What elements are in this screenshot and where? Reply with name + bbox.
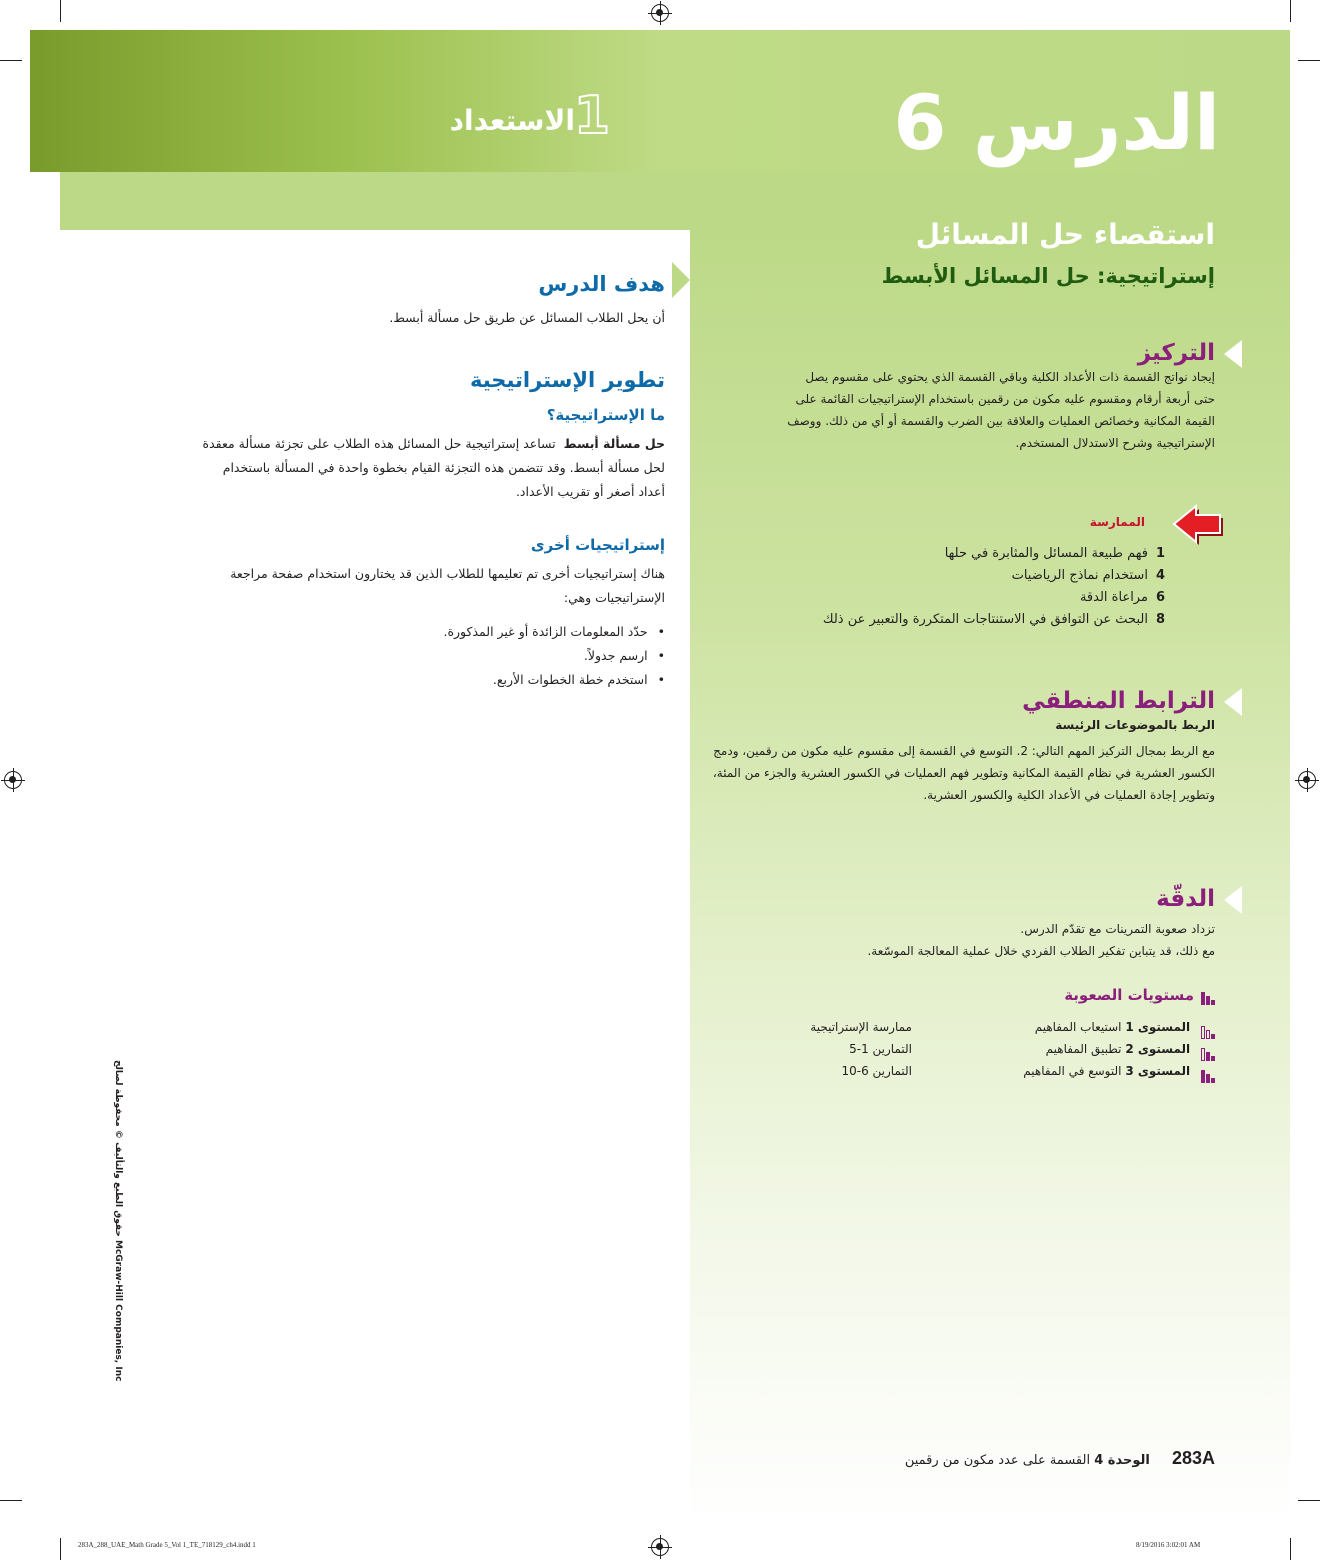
triangle-marker-icon	[1224, 688, 1242, 716]
registration-mark	[651, 1538, 669, 1556]
trim-mark	[1290, 1538, 1291, 1560]
trim-mark	[1298, 1500, 1320, 1501]
rigor-line: مع ذلك، قد يتباين تفكير الطلاب الفردي خلال عملية المعالجة الموسّعة.	[867, 944, 1215, 958]
rigor-heading: الدقّة	[1156, 886, 1215, 912]
lesson-title: الدرس 6	[893, 78, 1220, 167]
coherence-line: الكسور العشرية في نظام القيمة المكانية وتطوير فهم العمليات في الكسور العشرية والجزء من المئة،	[712, 766, 1215, 780]
level-row: المستوى 3 التوسع في المفاهيم	[1023, 1060, 1215, 1083]
page-number: 283A	[1171, 1448, 1215, 1468]
practice-item: 4استخدام نماذج الرياضيات	[1011, 568, 1165, 583]
coherence-subheading: الربط بالموضوعات الرئيسة	[1055, 718, 1215, 732]
trim-mark	[1298, 60, 1320, 61]
focus-line: القيمة المكانية وخصائص العمليات والعلاقة بين الضرب والقسمة أو أي من ذلك. ووصف	[787, 414, 1215, 428]
main-title: استقصاء حل المسائل	[915, 218, 1215, 251]
coherence-heading: الترابط المنطقي	[1022, 688, 1215, 714]
practice-item: 6مراعاة الدقة	[1079, 590, 1165, 605]
sub-title: إستراتيجية: حل المسائل الأبسط	[881, 264, 1215, 288]
strategy-question: ما الإستراتيجية؟	[546, 406, 665, 424]
strategy-line: حل مسألة أبسط تساعد إستراتيجية حل المسائل هذه الطلاب على تجزئة مسألة معقدة	[202, 436, 665, 451]
strategy-heading: تطوير الإستراتيجية	[470, 368, 665, 392]
level-row: المستوى 2 تطبيق المفاهيم	[1046, 1038, 1215, 1061]
registration-mark	[4, 771, 22, 789]
list-item: • ارسم جدولاً.	[444, 644, 666, 668]
trim-mark	[60, 0, 61, 22]
difficulty-bars-icon	[1200, 987, 1215, 1005]
trim-mark	[0, 1500, 22, 1501]
triangle-marker-icon	[1224, 340, 1242, 368]
rigor-text	[867, 918, 1215, 962]
trim-mark	[0, 60, 22, 61]
unit-title: القسمة على عدد مكون من رقمين	[904, 1453, 1091, 1468]
other-strategies-heading: إستراتيجيات أخرى	[530, 536, 665, 554]
registration-mark	[1298, 771, 1316, 789]
strategy-line: لحل مسألة أبسط. وقد تتضمن هذه التجزئة القيام بخطوة واحدة في المسألة باستخدام	[222, 460, 665, 475]
list-item: • استخدم خطة الخطوات الأربع.	[444, 668, 666, 692]
rigor-line: تزداد صعوبة التمرينات مع تقدّم الدرس.	[1020, 922, 1215, 936]
focus-line: إيجاد نواتج القسمة ذات الأعداد الكلية وباقي القسمة الذي يحتوي على مقسوم يصل	[805, 370, 1215, 384]
practice-item: 8البحث عن التوافق في الاستنتاجات المتكررة والتعبير عن ذلك	[822, 612, 1165, 627]
prep-label: الاستعداد	[449, 104, 575, 137]
other-line: الإستراتيجيات وهي:	[563, 590, 665, 605]
trim-mark	[1290, 0, 1291, 22]
practice-item: 1فهم طبيعة المسائل والمثابرة في حلها	[944, 546, 1165, 561]
strategy-text	[175, 432, 665, 504]
focus-text	[787, 366, 1215, 454]
other-line: هناك إستراتيجيات أخرى تم تعليمها للطلاب الذين قد يختارون استخدام صفحة مراجعة	[230, 566, 665, 581]
level-row: المستوى 1 استيعاب المفاهيم	[1035, 1016, 1215, 1039]
triangle-marker-icon	[1224, 886, 1242, 914]
level-1-icon	[1200, 1017, 1215, 1039]
other-strategies-text	[175, 562, 665, 610]
level-2-icon	[1200, 1039, 1215, 1061]
trim-mark	[60, 1538, 61, 1560]
other-strategies-list	[444, 620, 666, 692]
level-exercises: التمارين 6-10	[841, 1064, 912, 1078]
level-exercises: ممارسة الإستراتيجية	[810, 1020, 912, 1034]
red-arrow-icon	[1170, 500, 1226, 548]
prep-number: 1	[573, 86, 610, 146]
level-exercises: التمارين 1-5	[849, 1042, 912, 1056]
practice-label: الممارسة	[1089, 515, 1145, 529]
coherence-line: وتطوير إجادة العمليات في الأعداد الكلية والكسور العشرية.	[923, 788, 1215, 802]
coherence-line: مع الربط بمجال التركيز المهم التالي: 2. التوسع في القسمة إلى مقسوم عليه مكون من رقمين، ودمج	[713, 744, 1215, 758]
registration-mark	[651, 4, 669, 22]
practice-list	[823, 543, 1165, 631]
panel-notch	[672, 262, 690, 298]
focus-heading: التركيز	[1137, 340, 1215, 366]
focus-line: حتى أربعة أرقام ومقسوم عليه مكون من رقمين باستخدام الإستراتيجيات القائمة على	[795, 392, 1215, 406]
date-slug: 8/19/2016 3:02:01 AM	[1136, 1541, 1201, 1549]
levels-heading: مستويات الصعوبة	[1064, 986, 1215, 1005]
focus-line: الإستراتيجية وشرح الاستدلال المستخدم.	[1015, 436, 1215, 450]
goal-heading: هدف الدرس	[538, 272, 665, 296]
goal-text: أن يحل الطلاب المسائل عن طريق حل مسألة أبسط.	[389, 310, 665, 325]
coherence-text	[713, 740, 1215, 806]
list-item: • حدّد المعلومات الزائدة أو غير المذكورة.	[444, 620, 666, 644]
unit-label: الوحدة 4	[1094, 1453, 1150, 1468]
strategy-line: أعداد أصغر أو تقريب الأعداد.	[515, 484, 665, 499]
file-slug: 283A_288_UAE_Math Grade 5_Vol 1_TE_718129_ch4.indd 1	[78, 1541, 256, 1549]
page-footer	[905, 1448, 1215, 1469]
copyright-notice: حقوق الطبع والتأليف © محفوظة لصالح McGraw-Hill Companies, Inc	[113, 1060, 123, 1382]
level-3-icon	[1200, 1061, 1215, 1083]
